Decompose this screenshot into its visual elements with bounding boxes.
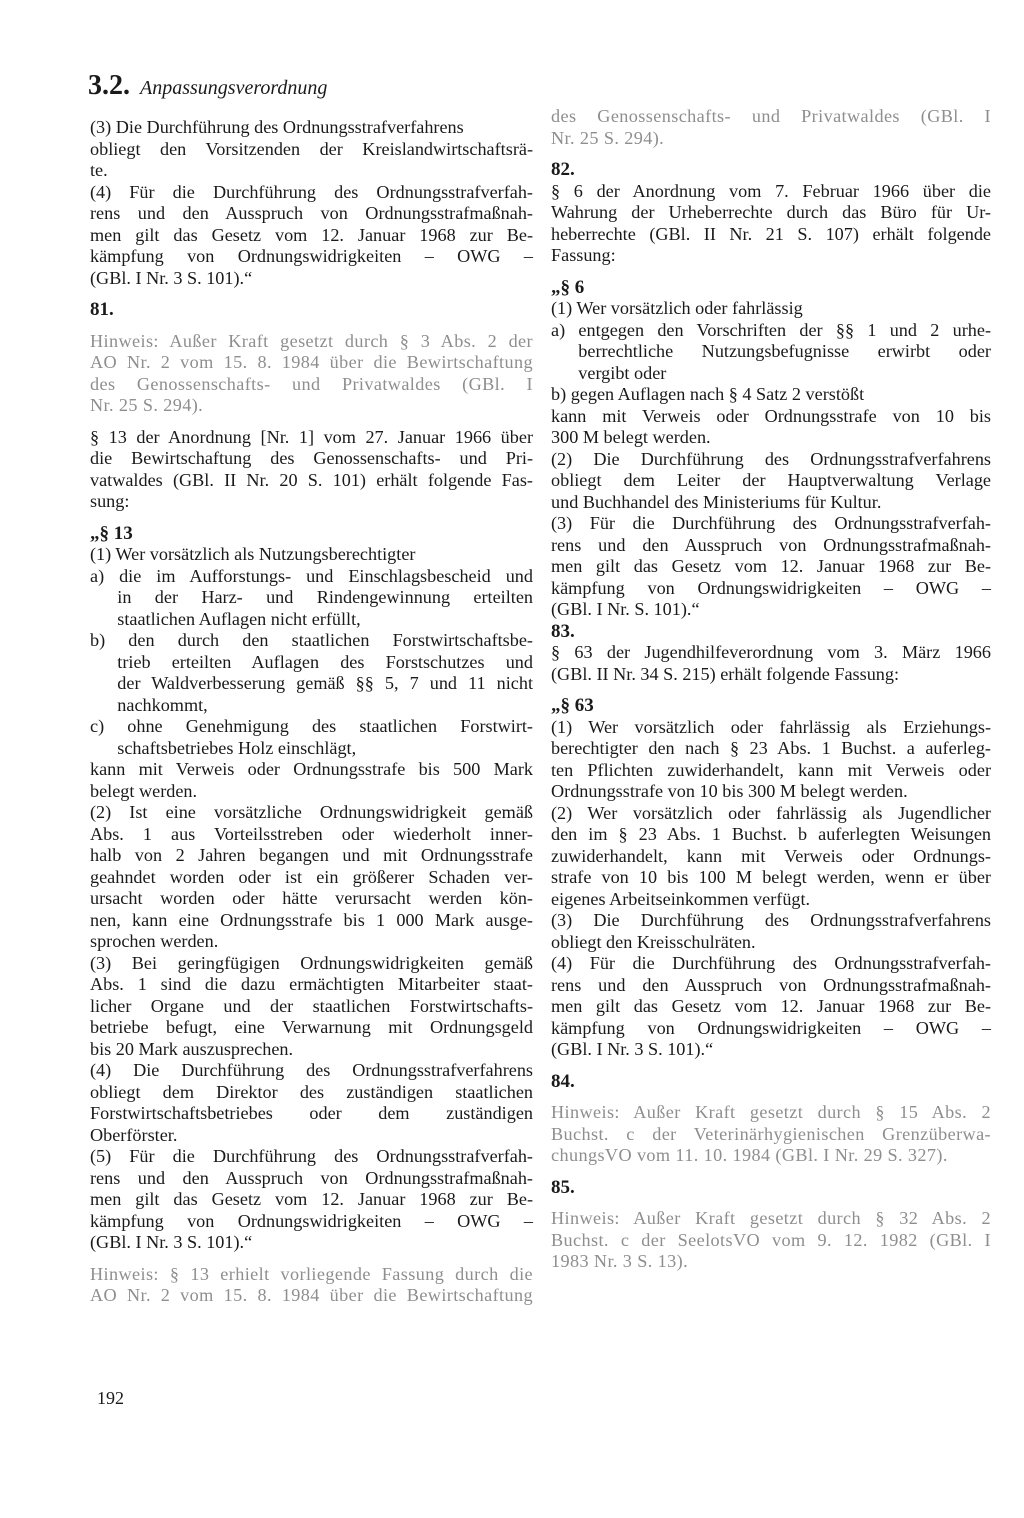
text-line: men gilt das Gesetz vom 12. Januar 1968 zur Be- <box>551 996 991 1016</box>
section-heading: 82. <box>551 159 575 180</box>
text-line: und Buchhandel des Ministeriums für Kultur. <box>551 491 882 512</box>
note-line: Buchst. c der Veterinärhygienischen Grenzüberwa- <box>551 1123 991 1144</box>
text-line: berrechtliche Nutzungsbefugnisse erwirbt oder <box>551 341 991 361</box>
section-header <box>88 70 327 102</box>
text-line: trieb erteilten Auflagen des Forstschutzes und <box>90 651 533 672</box>
text-line: 300 M belegt werden. <box>551 427 711 447</box>
text-line: kämpfung von Ordnungswidrigkeiten – OWG – <box>551 577 991 598</box>
spacer <box>90 417 533 427</box>
text-line: (1) Wer vorsätzlich oder fahrlässig als Erziehungs- <box>551 716 991 737</box>
text-line: obliegt dem Direktor des zuständigen staatlichen <box>90 1081 533 1102</box>
text-line: der Waldverbesserung gemäß §§ 5, 7 und 11 nicht <box>90 673 533 693</box>
text-line: Wahrung der Urheberrechte durch das Büro für Ur- <box>551 202 991 222</box>
section-heading: „§ 13 <box>90 522 133 544</box>
text-line: in der Harz- und Rindengewinnung erteilten <box>90 587 533 607</box>
text-line: Fassung: <box>551 245 616 265</box>
text-line: strafe von 10 bis 100 M belegt werden, wenn er über <box>551 867 991 887</box>
text-line: (5) Für die Durchführung des Ordnungsstrafverfah- <box>90 1146 533 1166</box>
text-line: Forstwirtschaftsbetriebes oder dem zuständigen <box>90 1103 533 1123</box>
spacer <box>551 1167 991 1177</box>
text-line: men gilt das Gesetz vom 12. Januar 1968 zur Be- <box>90 1189 533 1209</box>
text-line: Abs. 1 aus Vorteilsstreben oder wiederholt inner- <box>90 823 533 844</box>
note-line: chungsVO vom 11. 10. 1984 (GBl. I Nr. 29 S. 327). <box>551 1145 948 1165</box>
text-line: nen, kann eine Ordnungsstrafe bis 1 000 Mark ausge- <box>90 909 533 930</box>
text-line: geahndet worden oder ist ein größerer Schaden ver- <box>90 866 533 887</box>
note-line: des Genossenschafts- und Privatwaldes (GBl. I <box>90 373 533 394</box>
text-line: obliegt den Vorsitzenden der Kreislandwirtschaftsrä- <box>90 138 533 159</box>
spacer <box>90 513 533 523</box>
text-line: bis 20 Mark auszusprechen. <box>90 1038 294 1059</box>
text-line: b) den durch den staatlichen Forstwirtschaftsbe- <box>90 630 533 650</box>
text-line: a) die im Aufforstungs- und Einschlagsbescheid und <box>90 565 533 586</box>
text-line: vatwaldes (GBl. II Nr. 20 S. 101) erhält folgende Fas- <box>90 469 533 490</box>
spacer <box>90 289 533 299</box>
text-line: kämpfung von Ordnungswidrigkeiten – OWG – <box>551 1017 991 1038</box>
note-line: des Genossenschafts- und Privatwaldes (GBl. I <box>551 106 991 126</box>
text-line: sung: <box>90 491 130 511</box>
text-line: rens und den Ausspruch von Ordnungsstrafmaßnah- <box>551 534 991 555</box>
text-line: kann mit Verweis oder Ordnungsstrafe von 10 bis <box>551 405 991 426</box>
section-number: 3.2. <box>88 70 130 101</box>
text-line: b) gegen Auflagen nach § 4 Satz 2 verstößt <box>551 384 865 404</box>
spacer <box>90 321 533 331</box>
text-line: (GBl. I Nr. 3 S. 101).“ <box>90 1232 253 1252</box>
note-line: Nr. 25 S. 294). <box>551 127 665 148</box>
text-line: eigenes Arbeitseinkommen verfügt. <box>551 888 811 909</box>
text-line: (GBl. I Nr. S. 101).“ <box>551 599 700 619</box>
note-line: AO Nr. 2 vom 15. 8. 1984 über die Bewirtschaftung <box>90 1285 533 1305</box>
text-line: vergibt oder <box>551 362 667 383</box>
text-line: kämpfung von Ordnungswidrigkeiten – OWG – <box>90 1210 533 1231</box>
spacer <box>551 267 991 277</box>
text-line: (GBl. II Nr. 34 S. 215) erhält folgende Fassung: <box>551 663 900 684</box>
right-column <box>551 106 991 1273</box>
section-heading: 84. <box>551 1070 575 1092</box>
section-heading: „§ 63 <box>551 695 594 716</box>
text-line: § 13 der Anordnung [Nr. 1] vom 27. Januar 1966 über <box>90 426 533 447</box>
text-line: men gilt das Gesetz vom 12. Januar 1968 zur Be- <box>90 224 533 245</box>
text-line: (4) Für die Durchführung des Ordnungsstrafverfah- <box>551 953 991 973</box>
note-line: Buchst. c der SeelotsVO vom 9. 12. 1982 (GBl. I <box>551 1229 991 1250</box>
text-line: rens und den Ausspruch von Ordnungsstrafmaßnah- <box>551 974 991 995</box>
spacer <box>551 1198 991 1208</box>
section-heading: 81. <box>90 299 114 320</box>
text-line: (1) Wer vorsätzlich oder fahrlässig <box>551 298 803 318</box>
text-line: te. <box>90 160 108 180</box>
text-line: (4) Die Durchführung des Ordnungsstrafverfahrens <box>90 1060 533 1080</box>
text-line: kämpfung von Ordnungswidrigkeiten – OWG – <box>90 246 533 266</box>
text-line: obliegt dem Leiter der Hauptverwaltung Verlage <box>551 470 991 490</box>
text-line: (GBl. I Nr. 3 S. 101).“ <box>551 1039 714 1059</box>
text-line: nachkommt, <box>90 694 208 715</box>
text-line: (2) Wer vorsätzlich oder fahrlässig als Jugendlicher <box>551 802 991 823</box>
spacer <box>551 1092 991 1102</box>
text-line: licher Organe und der staatlichen Forstwirtschafts- <box>90 995 533 1016</box>
text-line: (2) Die Durchführung des Ordnungsstrafverfahrens <box>551 448 991 469</box>
text-line: (3) Bei geringfügigen Ordnungswidrigkeiten gemäß <box>90 952 533 973</box>
text-line: schaftsbetriebes Holz einschlägt, <box>90 737 357 758</box>
spacer <box>551 1061 991 1071</box>
text-line: (1) Wer vorsätzlich als Nutzungsberechtigter <box>90 544 416 564</box>
note-line: 1983 Nr. 3 S. 13). <box>551 1251 689 1271</box>
left-column <box>90 117 533 1307</box>
text-line: § 63 der Jugendhilfeverordnung vom 3. März 1966 <box>551 642 991 662</box>
text-line: (GBl. I Nr. 3 S. 101).“ <box>90 267 253 288</box>
text-line: Ordnungsstrafe von 10 bis 300 M belegt werden. <box>551 781 908 801</box>
section-title: Anpassungsverordnung <box>140 77 328 99</box>
text-line: Oberförster. <box>90 1124 178 1145</box>
text-line: c) ohne Genehmigung des staatlichen Forstwirt- <box>90 716 533 736</box>
text-line: rens und den Ausspruch von Ordnungsstrafmaßnah- <box>90 1167 533 1188</box>
text-line: men gilt das Gesetz vom 12. Januar 1968 zur Be- <box>551 556 991 576</box>
text-line: (2) Ist eine vorsätzliche Ordnungswidrigkeit gemäß <box>90 802 533 822</box>
text-line: ursacht worden oder hätte verursacht werden kön- <box>90 888 533 908</box>
text-line: rens und den Ausspruch von Ordnungsstrafmaßnah- <box>90 203 533 223</box>
text-line: ten Pflichten zuwiderhandelt, kann mit Verweis oder <box>551 759 991 780</box>
page-number: 192 <box>97 1388 124 1408</box>
text-line: (3) Die Durchführung des Ordnungsstrafverfahrens <box>90 117 464 137</box>
text-line: Abs. 1 sind die dazu ermächtigten Mitarbeiter staat- <box>90 974 533 994</box>
section-heading: 85. <box>551 1176 575 1198</box>
section-heading: „§ 6 <box>551 276 585 298</box>
spacer <box>551 685 991 695</box>
text-line: zuwiderhandelt, kann mit Verweis oder Ordnungs- <box>551 845 991 866</box>
text-line: staatlichen Auflagen nicht erfüllt, <box>90 608 361 629</box>
text-line: die Bewirtschaftung des Genossenschafts- und Pri- <box>90 448 533 468</box>
text-line: berechtigter den nach § 23 Abs. 1 Buchst. a auferleg- <box>551 738 991 758</box>
text-line: a) entgegen den Vorschriften der §§ 1 und 2 urhe- <box>551 319 991 340</box>
text-line: heberrechte (GBl. II Nr. 21 S. 107) erhält folgende <box>551 223 991 244</box>
text-line: halb von 2 Jahren begangen und mit Ordnungsstrafe <box>90 845 533 865</box>
text-line: den im § 23 Abs. 1 Buchst. b auferlegten Weisungen <box>551 824 991 844</box>
text-line: (4) Für die Durchführung des Ordnungsstrafverfah- <box>90 181 533 202</box>
note-line: Hinweis: Außer Kraft gesetzt durch § 3 Abs. 2 der <box>90 330 533 351</box>
text-line: obliegt den Kreisschulräten. <box>551 931 756 952</box>
text-line: belegt werden. <box>90 780 198 801</box>
spacer <box>90 1254 533 1264</box>
note-line: Nr. 25 S. 294). <box>90 395 204 415</box>
text-line: betriebe befugt, eine Verwarnung mit Ordnungsgeld <box>90 1017 533 1037</box>
text-line: (3) Die Durchführung des Ordnungsstrafverfahrens <box>551 910 991 930</box>
text-line: kann mit Verweis oder Ordnungsstrafe bis 500 Mark <box>90 759 533 779</box>
text-line: § 6 der Anordnung vom 7. Februar 1966 über die <box>551 180 991 201</box>
text-line: sprochen werden. <box>90 931 219 951</box>
section-heading: 83. <box>551 620 575 642</box>
note-line: AO Nr. 2 vom 15. 8. 1984 über die Bewirtschaftung <box>90 352 533 372</box>
text-line: (3) Für die Durchführung des Ordnungsstrafverfah- <box>551 513 991 533</box>
note-line: Hinweis: Außer Kraft gesetzt durch § 32 Abs. 2 <box>551 1208 991 1228</box>
note-line: Hinweis: Außer Kraft gesetzt durch § 15 Abs. 2 <box>551 1102 991 1122</box>
note-line: Hinweis: § 13 erhielt vorliegende Fassung durch die <box>90 1263 533 1284</box>
spacer <box>551 149 991 159</box>
